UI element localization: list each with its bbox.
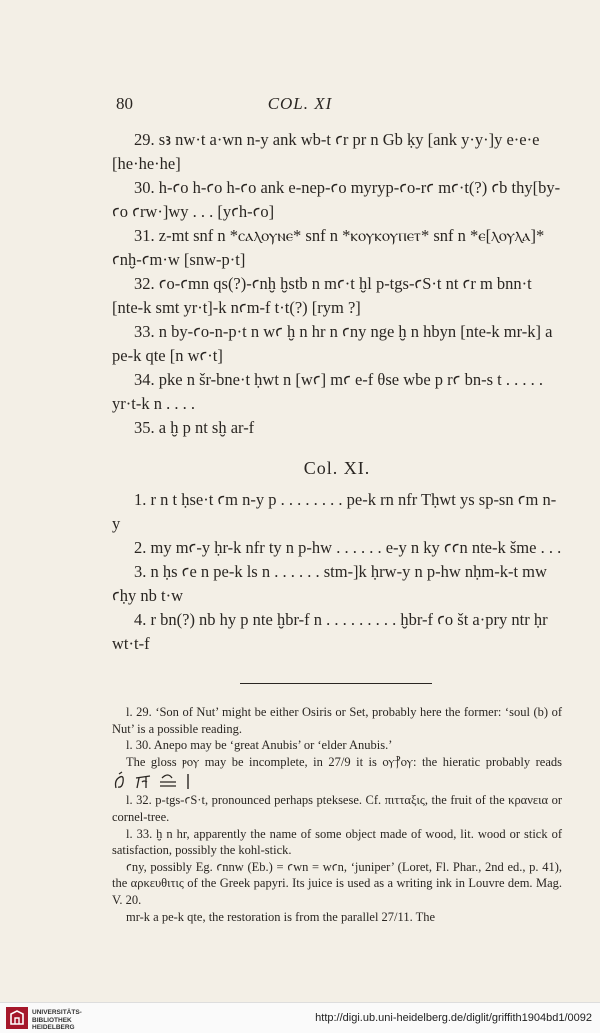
verse-line: 29. sꜣ nw·t a·wn n-y ank wb-t ꜥr pr n Gb ḳy [ank y·y·]y e·e·e [he·he·he] [112,130,540,173]
footer-bar [0,1002,600,1033]
footnote: l. 30. Anepo may be ‘great Anubis’ or ‘elder Anubis.’ [126,738,393,753]
verse-line: 34. pke n šr-bne·t ḥwt n [wꜥ] mꜥ e-f θse wbe p rꜥ bn-s t . . . . . yr·t-k n . . . . [112,370,543,413]
verse-line: 35. a ḫ p nt sḫ ar-f [134,418,255,437]
verse-line: 30. h-ꜥo h-ꜥo h-ꜥo ank e-nep-ꜥo myryp-ꜥo-rꜥ mꜥ·t(?) ꜥb thy[by-ꜥo ꜥrw·]wy . . . [yꜥh-ꜥo] [112,178,561,221]
source-url-link[interactable]: http://digi.ub.uni-heidelberg.de/diglit/griffith1904bd1/0092 [315,1012,592,1024]
footnote-hieratic [112,754,562,793]
verse-line: 33. n by-ꜥo-n-p·t n wꜥ ḫ n hr n ꜥny nge ḫ n hbyn [nte-k mr-k] a pe-k qte [n wꜥ·t] [112,322,553,365]
verse-line: 3. n ḥs ꜥe n pe-k ls n . . . . . . stm-]k ḥrw-y n p-hw nḥm-k-t mw ꜥḥy nb t·w [112,562,547,605]
hieratic-glyphs-icon [112,770,208,792]
library-name: UNIVERSITÄTS- BIBLIOTHEK HEIDELBERG [32,1009,82,1031]
footnote: mr-k a pe-k qte, the restoration is from the parallel 27/11. The [126,909,436,924]
verse-line: 2. my mꜥ-y ḥr-k nfr ty n p-hw . . . . . . e-y n ky ꜥꜥn nte-k šme . . . [134,538,562,557]
section-heading: Col. XI. [303,458,371,478]
footnote-text: The gloss ⲣⲟⲩ may be incomplete, in 27/9 it is ⲟⲩ⳨ⲟⲩ: the hieratic probably reads [126,754,562,769]
verse-line: 31. z-mt snf n *ⲥⲁⲗⲟⲩⲛⲉ* snf n *ⲕⲟⲩⲕⲟⲩⲡⲉⲧ* snf n *ⲉ[ⲗⲟⲩⲗⲁ]* ꜥnḫ-ꜥm·w [snw-p·t] [112,226,545,269]
verse-line: 4. r bn(?) nb hy p nte ḫbr-f n . . . . . . . . . ḫbr-f ꜥo št a·pry ntr ḥr wt·t-f [112,610,548,653]
transliteration-text [112,128,562,656]
footnote: ꜥny, possibly Eg. ꜥnnw (Eb.) = ꜥwn = wꜥn, ‘juniper’ (Loret, Fl. Phar., 2nd ed., p. 41), the αρκευθιτις of the Greek papyri. Its juice is used as a writing ink in Louvre dem. Mag. V. 20. [112,859,562,907]
page-header [112,94,488,118]
library-logo-icon [6,1007,28,1029]
verse-line: 32. ꜥo-ꜥmn qs(?)-ꜥnḫ ḫstb n mꜥ·t ḫl p-tgs-ꜥS·t nt ꜥr m bnn·t [nte-k smt yr·t]-k nꜥm-f t·t(?) [rym ?] [112,274,532,317]
footnote: l. 33. ḫ n hr, apparently the name of some object made of wood, lit. wood or stick of satisfaction, possibly the kohl-stick. [112,826,562,858]
footnote: l. 32. p-tgs-ꜥS·t, pronounced perhaps pteksese. Cf. πιτταξις, the fruit of the κρανεια or cornel-tree. [112,793,562,824]
verse-line: 1. r n t ḥse·t ꜥm n-y p . . . . . . . . pe-k rn nfr Tḥwt ys sp-sn ꜥm n-y [112,490,557,533]
footnote: l. 29. ‘Son of Nut’ might be either Osiris or Set, probably here the former: ‘soul (b) of Nut’ is a possible reading. [112,705,562,736]
footnotes [112,704,562,925]
divider-rule [240,683,432,684]
page-number: 80 [116,94,133,113]
running-title: COL. XI [267,94,333,113]
